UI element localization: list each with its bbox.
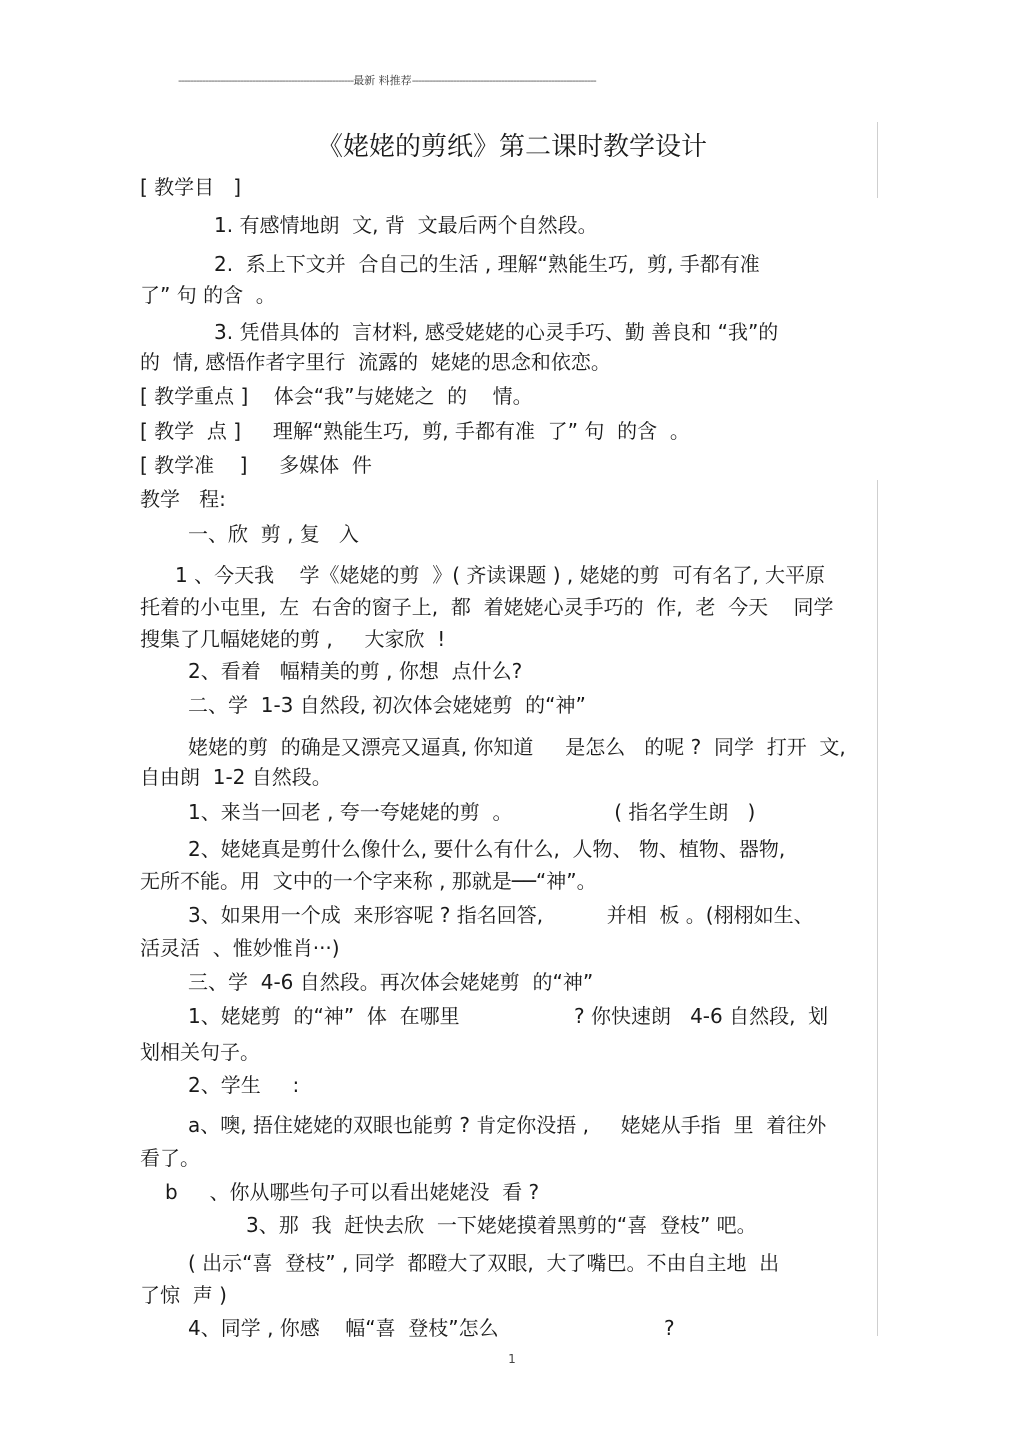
header-left-rule: ----------------------------------------------------------- — [178, 74, 354, 87]
paragraph-line: a、噢, 捂住姥姥的双眼也能剪 ? 肯定你没捂 , 姥姥从手指 里 着往外 — [188, 1113, 827, 1137]
paragraph-line: 的 情, 感悟作者字里行 流露的 姥姥的思念和依恋。 — [140, 350, 611, 374]
paragraph-line: 无所不能。用 文中的一个字来称 , 那就是──“神”。 — [140, 869, 597, 893]
paragraph-line: 了” 句 的含 。 — [140, 283, 276, 307]
paragraph-line: 1 、今天我 学《姥姥的剪 》( 齐读课题 ) , 姥姥的剪 可有名了, 大平原 — [175, 563, 826, 587]
paragraph-line: 三、学 4-6 自然段。再次体会姥姥剪 的“神” — [188, 970, 594, 994]
paragraph-line: 3、如果用一个成 来形容呢 ? 指名回答, 并相 板 。(栩栩如生、 — [188, 903, 814, 927]
paragraph-line: 了惊 声 ) — [140, 1283, 227, 1307]
paragraph-line: 二、学 1-3 自然段, 初次体会姥姥剪 的“神” — [188, 693, 586, 717]
paragraph-line: 2、学生 : — [188, 1073, 300, 1097]
paragraph-line: 一、欣 剪 , 复 入 — [188, 522, 359, 546]
paragraph-line: b 、你从哪些句子可以看出姥姥没 看 ? — [165, 1180, 540, 1204]
page-number: 1 — [508, 1352, 516, 1366]
header-label: 最新 料推荐 — [353, 74, 412, 87]
header-right-rule: -------------------------------------------------------------- — [411, 74, 596, 87]
running-header — [178, 72, 596, 88]
paragraph-line: 看了。 — [140, 1146, 200, 1170]
paragraph-line: 自由朗 1-2 自然段。 — [140, 765, 332, 789]
section-heading-preparation: [ 教学准 ] 多媒体 件 — [140, 453, 372, 477]
paragraph-line: 姥姥的剪 的确是又漂亮又逼真, 你知道 是怎么 的呢 ? 同学 打开 文, — [188, 735, 846, 759]
document-title: 《姥姥的剪纸》第二课时教学设计 — [316, 132, 707, 162]
section-heading-key-points: [ 教学重点 ] 体会“我”与姥姥之 的 情。 — [140, 384, 533, 408]
section-heading-process: 教学 程: — [140, 487, 226, 511]
paragraph-line: 搜集了几幅姥姥的剪 , 大家欣 ! — [140, 627, 446, 651]
paragraph-line: 1、姥姥剪 的“神” 体 在哪里 ? 你快速朗 4-6 自然段, 划 — [188, 1004, 829, 1028]
paragraph-line: 托着的小屯里, 左 右舍的窗子上, 都 着姥姥心灵手巧的 作, 老 今天 同学 — [140, 595, 834, 619]
margin-rule-bottom — [877, 480, 878, 1336]
paragraph-line: 3、那 我 赶快去欣 一下姥姥摸着黑剪的“喜 登枝” 吧。 — [246, 1213, 757, 1237]
paragraph-line: 1、来当一回老 , 夸一夸姥姥的剪 。 ( 指名学生朗 ) — [188, 800, 756, 824]
paragraph-line: 2. 系上下文并 合自己的生活 , 理解“熟能生巧, 剪, 手都有准 — [214, 252, 760, 276]
paragraph-line: 1. 有感情地朗 文, 背 文最后两个自然段。 — [214, 213, 598, 237]
paragraph-line: 2、姥姥真是剪什么像什么, 要什么有什么, 人物、 物、植物、器物, — [188, 837, 786, 861]
paragraph-line: ( 出示“喜 登枝” , 同学 都瞪大了双眼, 大了嘴巴。不由自主地 出 — [188, 1251, 780, 1275]
section-heading-difficulty: [ 教学 点 ] 理解“熟能生巧, 剪, 手都有准 了” 句 的含 。 — [140, 419, 690, 443]
paragraph-line: 4、同学 , 你感 幅“喜 登枝”怎么 ? — [188, 1316, 675, 1340]
paragraph-line: 2、看着 幅精美的剪 , 你想 点什么? — [188, 659, 523, 683]
section-heading-objectives: [ 教学目 ] — [140, 175, 242, 199]
paragraph-line: 3. 凭借具体的 言材料, 感受姥姥的心灵手巧、勤 善良和 “我”的 — [214, 320, 779, 344]
paragraph-line: 划相关句子。 — [140, 1040, 260, 1064]
paragraph-line: 活灵活 、惟妙惟肖···) — [140, 936, 340, 960]
